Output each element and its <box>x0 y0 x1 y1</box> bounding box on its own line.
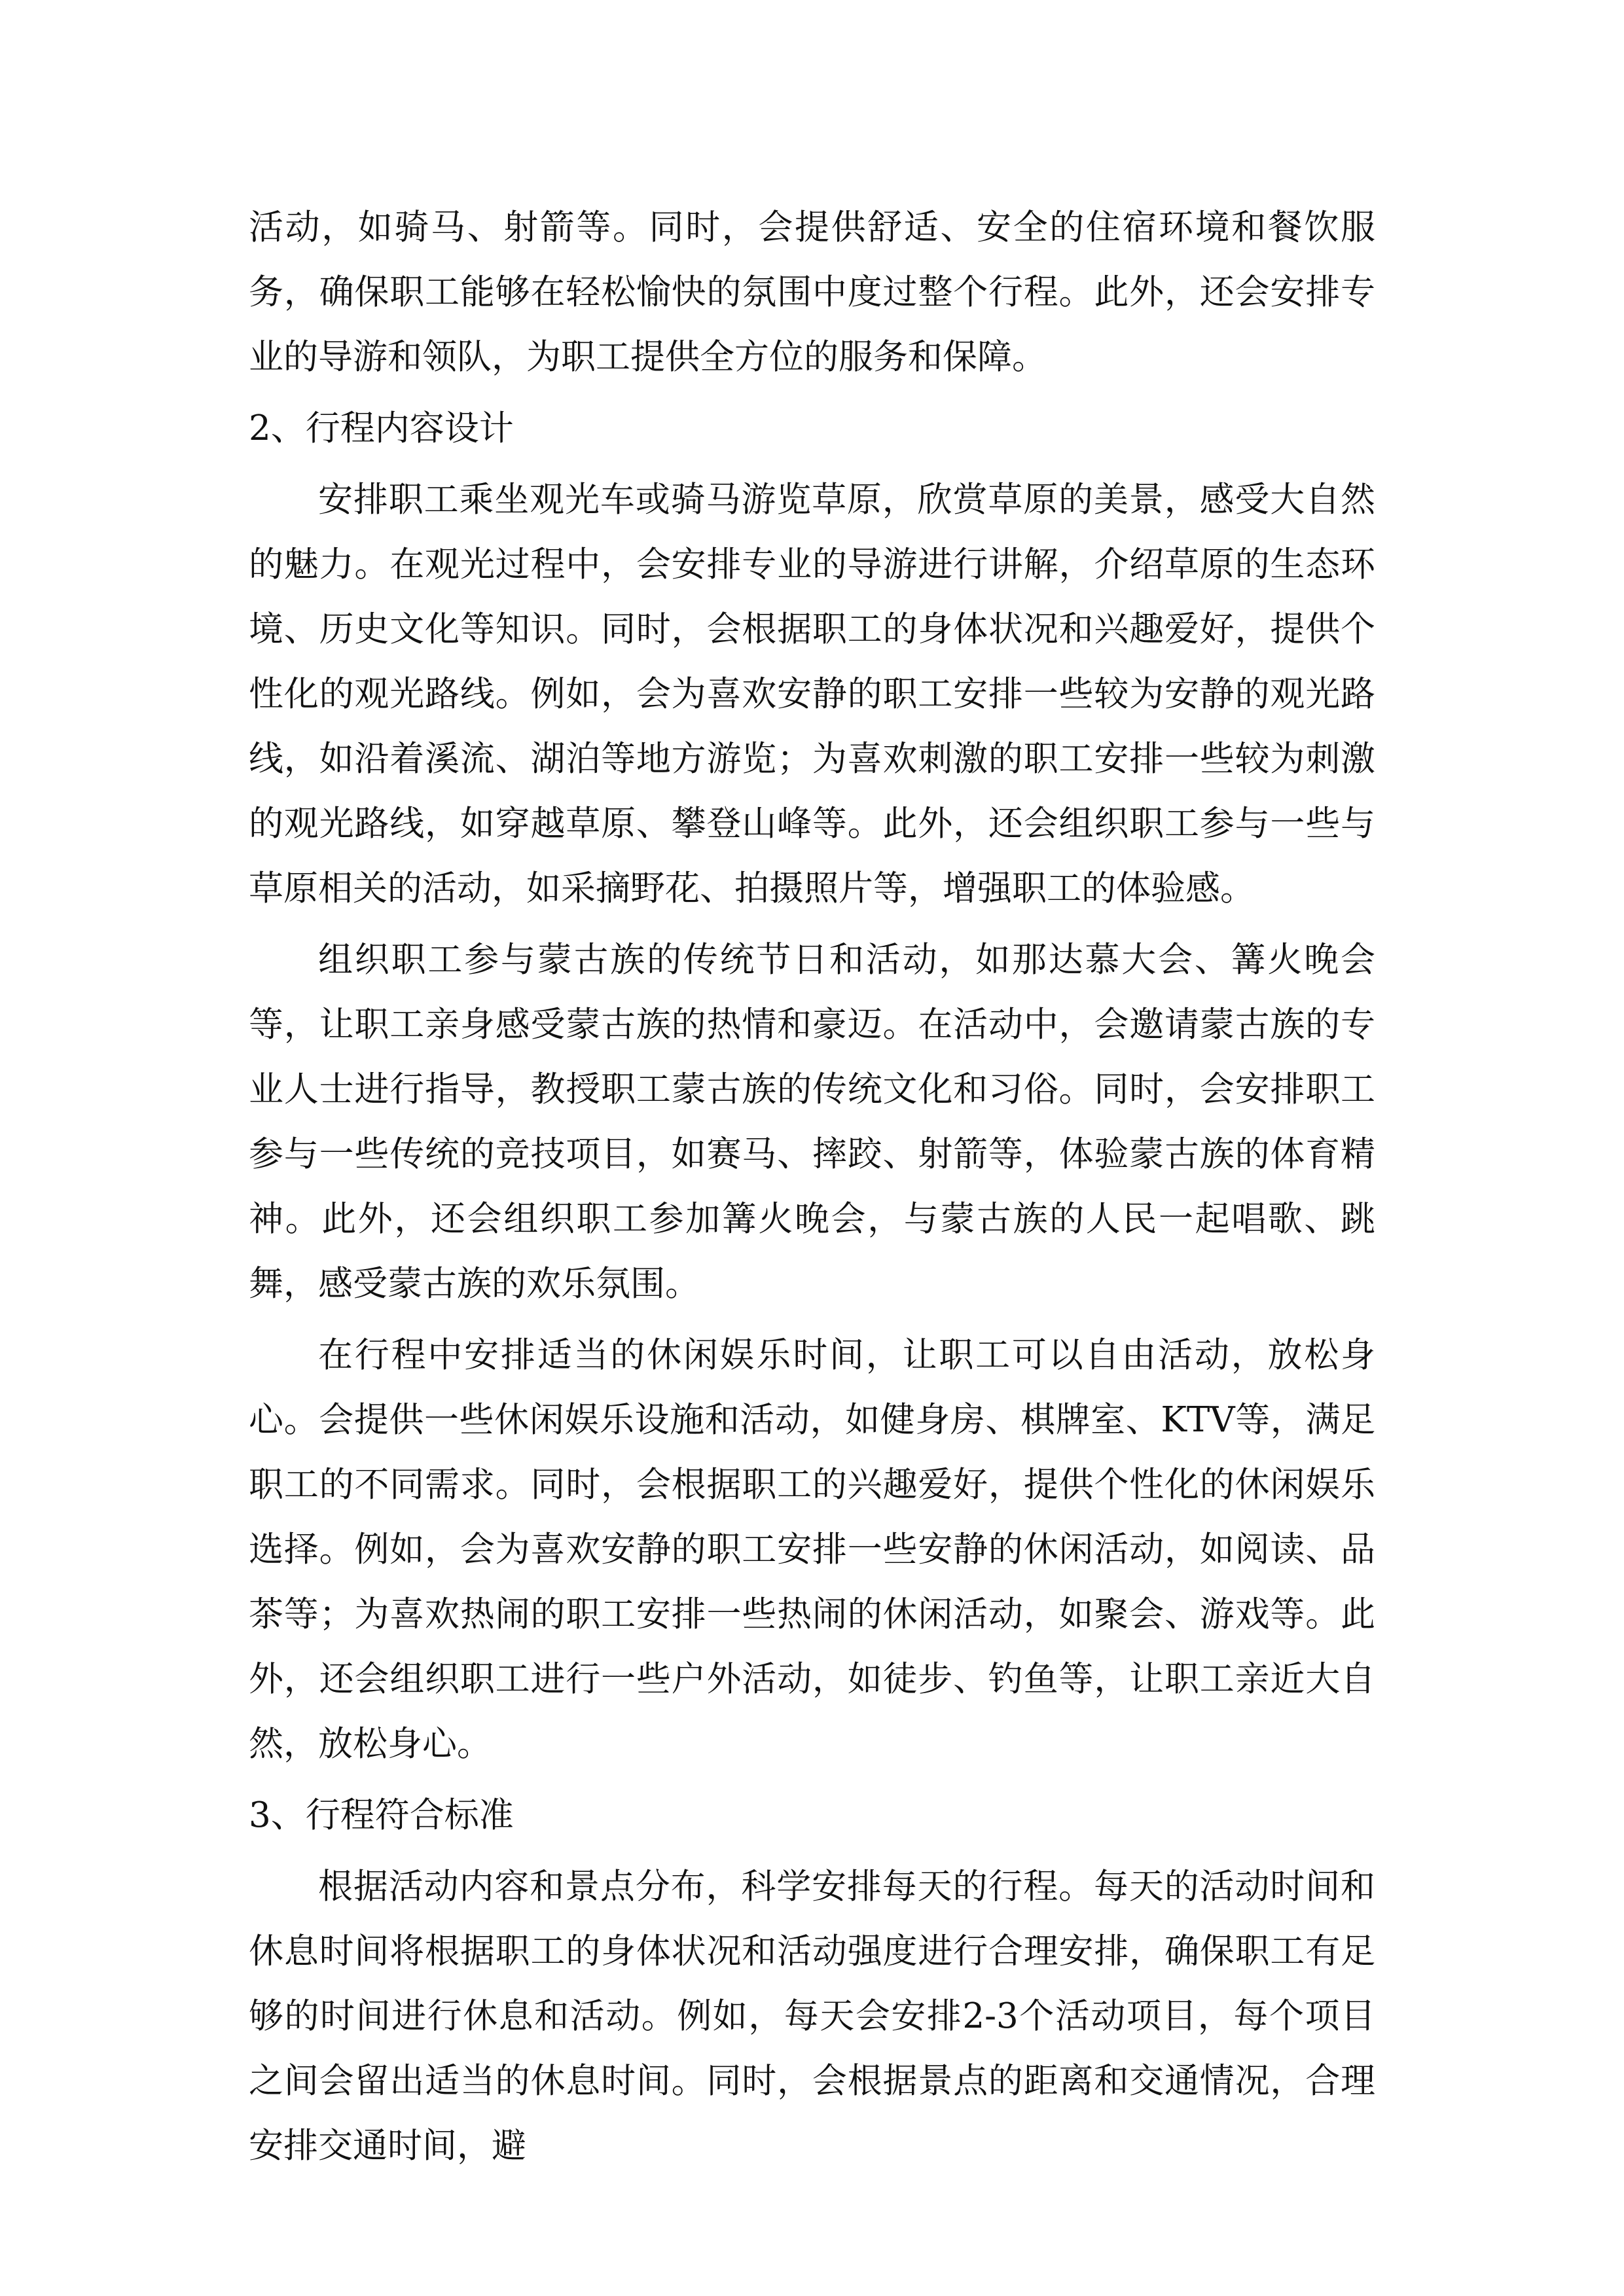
section-heading-itinerary-design: 2、行程内容设计 <box>249 408 514 448</box>
paragraph-continuation: 活动，如骑马、射箭等。同时，会提供舒适、安全的住宿环境和餐饮服务，确保职工能够在轻松愉快的氛围中度过整个行程。此外，还会安排专业的导游和领队，为职工提供全方位的服务和保障。 <box>249 207 1375 377</box>
paragraph-schedule: 根据活动内容和景点分布，科学安排每天的行程。每天的活动时间和休息时间将根据职工的身体状况和活动强度进行合理安排，确保职工有足够的时间进行休息和活动。例如，每天会安排2-3个活动项目，每个项目之间会留出适当的休息时间。同时，会根据景点的距离和交通情况，合理安排交通时间，避 <box>249 1867 1375 2166</box>
paragraph-mongolian-culture: 组织职工参与蒙古族的传统节日和活动，如那达慕大会、篝火晚会等，让职工亲身感受蒙古族的热情和豪迈。在活动中，会邀请蒙古族的专业人士进行指导，教授职工蒙古族的传统文化和习俗。同时，会安排职工参与一些传统的竞技项目，如赛马、摔跤、射箭等，体验蒙古族的体育精神。此外，还会组织职工参加篝火晚会，与蒙古族的人民一起唱歌、跳舞，感受蒙古族的欢乐氛围。 <box>249 940 1375 1304</box>
paragraph-sightseeing: 安排职工乘坐观光车或骑马游览草原，欣赏草原的美景，感受大自然的魅力。在观光过程中，会安排专业的导游进行讲解，介绍草原的生态环境、历史文化等知识。同时，会根据职工的身体状况和兴趣爱好，提供个性化的观光路线。例如，会为喜欢安静的职工安排一些较为安静的观光路线，如沿着溪流、湖泊等地方游览；为喜欢刺激的职工安排一些较为刺激的观光路线，如穿越草原、攀登山峰等。此外，还会组织职工参与一些与草原相关的活动，如采摘野花、拍摄照片等，增强职工的体验感。 <box>249 480 1375 908</box>
section-heading-itinerary-standards: 3、行程符合标准 <box>249 1795 514 1835</box>
paragraph-leisure: 在行程中安排适当的休闲娱乐时间，让职工可以自由活动，放松身心。会提供一些休闲娱乐设施和活动，如健身房、棋牌室、KTV等，满足职工的不同需求。同时，会根据职工的兴趣爱好，提供个性化的休闲娱乐选择。例如，会为喜欢安静的职工安排一些安静的休闲活动，如阅读、品茶等；为喜欢热闹的职工安排一些热闹的休闲活动，如聚会、游戏等。此外，还会组织职工进行一些户外活动，如徒步、钓鱼等，让职工亲近大自然，放松身心。 <box>249 1335 1375 1764</box>
document-body <box>249 195 1375 2185</box>
